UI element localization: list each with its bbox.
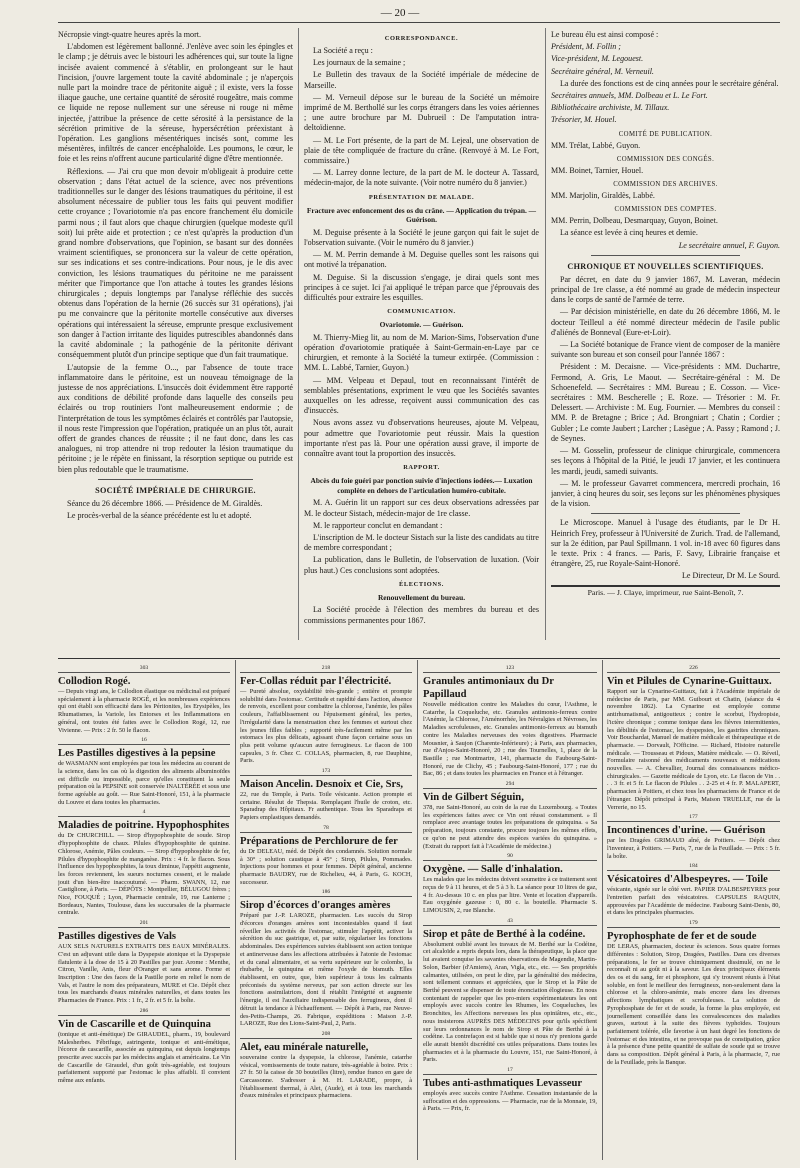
ad-body: souveraine contre la dyspepsie, la chlorose, l'anémie, catarrhe vésical, vomissements de toute nature, très-agréable à boire. Prix : 27 fr. 50 la caisse de 30 bouteilles (litre), rendue franco en gare de Carcassonne. S'adresser à M. H. LARADE, propre, à l'établissement thermal, à Alet, (Aude), et à tous les marchands d'eaux minérales et principaux pharmaciens.: [240, 1053, 412, 1100]
ad-title: Collodion Rogé.: [58, 676, 131, 687]
section-title: COMMUNICATION.: [387, 308, 456, 316]
ad-title: Tubes anti-asthmatiques Levasseur: [423, 1078, 583, 1090]
ads-top-rule: [58, 658, 780, 659]
paragraph: Président, M. Follin ;: [551, 42, 621, 52]
committee-members: MM. Marjolin, Giraldès, Labbé.: [551, 191, 655, 201]
ad-column-divider: [235, 660, 236, 1160]
ad-body: Les malades que les médecins doivent soumettre à ce traitement sont reçus de 9 à 11 heures, et de 5 à 3 h. La séance pour 10 litres de gaz, 4 fr. Au-dessus 10 c. en plus par litre. Vente et location d'appareils. Eau oxygénée gazeuse : 0, 80 c. la bouteille. Pharmacie S. LIMOUSIN, 2, rue Blanche.: [423, 876, 597, 915]
committee-title: COMMISSION DES CONGÉS.: [616, 155, 715, 163]
ad-body: DE LERAS, pharmacien, docteur ès sciences. Sous quatre formes différentes : Solution, Sirop, Dragées, Pastilles. Dans ces diverses préparations, le fer se trouve chimiquement dissimulé, on ne le reconnaît ni au goût ni à la saveur. Les deux principaux éléments des os et du sang, fer et phosphore, qui s'y trouvent réunis à l'état soluble, en font le meilleur des ferrugineux, non-seulement dans la chlorose et la chloro-anémie, mais encore dans les diverses affections lymphatiques et scrofuleuses. La solution de Pyrophosphate de fer et de soude, la forme la plus employée, est journellement conseillée dans les convalescences des maladies graves, surtout à la suite des fièvres typhoïdes. Toujours parfaitement tolérée, elle favorise à un haut degré les fonctions de l'estomac et des intestins, et ne provoque pas de constipation, grâce à la présence d'une petite quantité de sulfate de soude qui se trouve dans sa composition. Dépôt général à Paris, à la pharmacie, 7, rue de la Feuillade, près la Banque.: [607, 943, 780, 1066]
ad-body: — Depuis vingt ans, le Collodion élastique ou médicinal est préparé spécialement à la pharmacie ROGÉ, et les nombreuses expériences qui ont établi son efficacité dans les Péritonites, les Erysipèles, les Rhumatismes, la Variole, les Entorses et les Inflammations en général, ont toutes été faites avec le Collodion Rogé, 12, rue Vivienne. — Prix : 2 fr. 50 le flacon.: [58, 688, 230, 734]
chronique-title: CHRONIQUE ET NOUVELLES SCIENTIFIQUES.: [567, 261, 764, 271]
ad-body: — Pureté absolue, oxydabilité très-grande ; entière et prompte solubilité dans l'estomac. Certitude et rapidité dans l'action, absence de renvois, excellent pour combattre la chlorose, l'anémie, les pâles couleurs, l'affaiblissement ou l'épuisement général, les pertes, l'irrégularité dans la menstruation chez les femmes et surtout chez les jeunes filles faibles ; supporté très-facilement même par les estomacs les plus délicats, agissant d'une façon certaine sous un plus petit volume qu'aucun autre ferrugineux. Le flacon de 100 capsules, 3 fr. Chez C. COLLAS, pharmacien, 8, rue Dauphine, Paris.: [240, 688, 412, 765]
ad-title: Incontinences d'urine. — Guérison: [607, 825, 766, 837]
paragraph: Nécropsie vingt-quatre heures après la mort.: [58, 30, 202, 39]
ad-title: Pastilles digestives de Vals: [58, 931, 177, 943]
ad-number: 294: [423, 780, 597, 789]
section-head: Renouvellement du bureau.: [377, 592, 466, 602]
paragraph: L'inscription de M. le docteur Sistach sur la liste des candidats au titre de membre correspondant ;: [304, 533, 539, 553]
ads-column-3: [423, 662, 597, 1162]
paragraph: — M. Le Fort présente, de la part de M. Lejeal, une observation de plaie de tête compliquée de fracture du crâne. (Renvoyé à M. Le Fort, commissaire.): [304, 135, 539, 166]
ad-number: 208: [240, 1030, 412, 1039]
section-head: Fracture avec enfoncement des os du crâne. — Application du trépan. — Guérison.: [306, 205, 537, 225]
article-column-3: [551, 30, 780, 652]
ad-number: 179: [607, 919, 780, 928]
ad-number: 186: [240, 888, 412, 897]
ad-number: 286: [58, 1007, 230, 1016]
paragraph: Le Bulletin des travaux de la Société impériale de médecine de Marseille.: [304, 70, 539, 90]
paragraph: M. Thierry-Mieg lit, au nom de M. Marion-Sims, l'observation d'une opération d'ovariotomie pratiquée à Saint-Germain-en-Laye par ce chirurgien, et remonte à la Société la tumeur extirpée. (Commission : MM. L. Labbé, Tarnier, Guyon.): [304, 332, 539, 373]
director-line: Le Directeur, Dr M. Le Sourd.: [682, 571, 780, 581]
ad-title: Oxygène. — Salle d'inhalation.: [423, 864, 563, 876]
ads-column-1: [58, 662, 230, 1162]
ad-body: du Dr CHURCHILL. — Sirop d'hypophosphite de soude. Sirop d'hypophosphite de chaux. Pilules d'hypophosphite de quinine. Chlorose, Anémie, Pâles couleurs. — Sirop d'hypophosphite de fer, Pilules d'hypophosphite de manganèse. Prix : 4 fr. le flacon. Sous l'influence des hypophosphites, la toux diminue, l'appétit augmente, les forces reviennent, les sueurs nocturnes cessent, et le malade jouit d'un bien-être inaccoutumé. — Pharm. SWANN, 12, rue Castiglione, à Paris. — DÉPÔTS : Montpellier, BÉLUGOU frères ; Nice, FOUQUÉ ; Lyon, Pharmacie centrale, 19, rue Lanterne ; Bordeaux, Nantes, Toulouse, dans les succursales de la pharmacie centrale.: [58, 832, 230, 917]
ad-number: 123: [423, 664, 597, 673]
section-title: RAPPORT.: [403, 464, 440, 472]
divider: [591, 255, 740, 256]
committee-members: MM. Perrin, Dolbeau, Desmarquay, Guyon, Boinet.: [551, 216, 718, 226]
society-minutes: Le procès-verbal de la séance précédente est lu et adopté.: [67, 510, 252, 520]
ad-title: Maladies de poitrine. Hypophosphites: [58, 820, 230, 832]
section-title: ÉLECTIONS.: [399, 580, 444, 588]
closing-line: La séance est levée à cinq heures et demie.: [560, 228, 698, 238]
ad-number: 17: [423, 1066, 597, 1075]
paragraph: — M. M. Perrin demande à M. Deguise quelles sont les raisons qui ont motivé la trépanation.: [304, 250, 539, 270]
ad-body: Préparé par J.-P. LAROZE, pharmacien. Les succès du Sirop d'écorces d'oranges amères sont incontestables quand il faut réveiller les activités de l'estomac, stimuler l'appétit, activer la sécrétion du suc gastrique, et, par suite, régulariser les fonctions abdominales. Des expériences suivies établissent son action tonique et antinerveuse dans les affections attribuées à l'atonie de l'estomac et du canal alimentaire, et sa vertu supérieure sur le colombo, la rhubarbe, le quinquina et même l'oxyde de bismuth. Elles établissent, en outre, que, bien supérieur à tous les calmants préconisés du système nerveux, par son action directe sur les fonctions assimilatrices, dont il rétablit l'intégrité et augmente l'énergie, il est l'auxiliaire indispensable des ferrugineux, dont il détruit la tendance à l'échauffement. — Dépôt à Paris, rue Neuve-des-Petits-Champs, 26. Fabrique, expéditions : Maison J.-P. LAROZE, Rue des Lions-Saint-Paul, 2, Paris.: [240, 912, 412, 1028]
ad-body: de WASMANN sont employées par tous les médecins au courant de la science, dans les cas où la digestion des aliments albuminoïdes est difficile ou impossible, parce qu'elles constituent la seule préparation où la PEPSINE soit conservée INALTÉRÉE et sous une forme agréable au goût. — Rue Saint-Honoré, 151, à la pharmacie du Louvre et dans toutes les pharmacies.: [58, 760, 230, 806]
paragraph: — M. Gosselin, professeur de clinique chirurgicale, commencera ses leçons à l'hôpital de la Pitié, le jeudi 17 janvier, et les continuera les mardi, jeudi, samedi suivants.: [551, 446, 780, 476]
paragraph: M. Deguise présente à la Société le jeune garçon qui fait le sujet de l'observation suivante. (Voir le numéro du 8 janvier.): [304, 227, 539, 248]
paragraph: — La Société botanique de France vient de composer de la manière suivante son bureau et son conseil pour l'année 1867 :: [551, 340, 780, 360]
paragraph: Bibliothécaire archiviste, M. Tillaux.: [551, 103, 670, 113]
ad-body: Nouvelle médication contre les Maladies du cœur, l'Asthme, le Catarrhe, la Coqueluche, etc. Granules antimonio-ferreux contre l'Anémie, la Chlorose, l'Aménorrhée, les Névralgies et Névroses, les Maladies scrofuleuses, etc. Granules antimonio-ferreux au bismuth contre les Maladies nerveuses des voies digestives. Pharmacie Mousnier, à Saujon (Charente-Inférieure) ; à Paris, aux pharmacies, rue d'Anjou-Saint-Honoré, 20 ; rue des Tournelles, 1, place de la Bastille ; rue Montmartre, 141, pharmacie du Faubourg-Saint-Honoré, rue de Clichy, 45 ; Faubourg-Saint-Honoré, 177 ; rue du Bac, 86 ; et dans toutes les pharmacies en France et à l'étranger.: [423, 701, 597, 778]
committee-title: COMMISSION DES COMPTES.: [614, 206, 717, 214]
ad-title: Vésicatoires d'Albespeyres. — Toile: [607, 874, 768, 886]
committee-members: MM. Boinet, Tarnier, Houel.: [551, 165, 644, 175]
paragraph: La Société procède à l'élection des membres du bureau et des commissions permanentes pour 1867.: [304, 605, 539, 625]
ad-number: 173: [240, 767, 412, 776]
paragraph: Secrétaires annuels, MM. Dolbeau et L. Le Fort.: [551, 91, 708, 101]
ad-body: 378, rue Saint-Honoré, au coin de la rue du Luxembourg. « Toutes les expériences faites avec ce Vin ont réussi constamment. » Il remplace avec avantage toutes les préparations de quinquina. « Sa préparation, toujours constante, procure toujours les mêmes effets, ce qu'on ne peut attendre des espèces variées du quinquina. » (Extrait du rapport fait à l'Académie de médecine.): [423, 804, 597, 850]
section-head: Ovariotomie. — Guérison.: [379, 320, 464, 330]
paragraph: Réflexions. — J'ai cru que mon devoir m'obligeait à produire cette observation ; dans l'état actuel de la science, avec nos préventions traditionnelles sur le danger des lésions traumatiques du péritoine, il est absolument nécessaire de publier tous les faits qui peuvent modifier cette croyance ; l'ovariotomie n'a pas encore franchement élu domicile parmi nous ; il faut alors que chaque chirurgien (quelque modeste qu'il soit) lui prête aide et protection ; ce n'est qu'après la production d'un grand nombre d'observations, que l'opinion, se basant sur des données vraiment scientifiques, se prononcera sur la valeur de cette opération, sur ses indications et ses contre-indications. Pour nous, je le dis avec conviction, les lésions traumatiques du péritoine ne me paraissent mériter que l'importance que l'on attache à toutes les grandes lésions chirurgicales ; depuis longtemps par l'analyse réfléchie des succès obtenus dans l'opération de la hernie (26 succès sur 31 opérations), j'ai pu me convaincre que la péritonite mortelle consécutive aux diverses opérations qui intéressaient la séreuse, emprunte presque exclusivement son danger à l'action irritante des liquides putrescibles abandonnés dans la cavité abdominale ; la pathogénie de la péritonite dérivant conséquemment plutôt d'un principe septique que d'un fait traumatique.: [58, 166, 293, 360]
ad-number: 177: [607, 813, 780, 822]
ad-title: Alet, eau minérale naturelle,: [240, 1041, 369, 1053]
column-divider: [298, 28, 299, 640]
paragraph: Les journaux de la semaine ;: [313, 58, 406, 68]
ad-body: (tonique et anti-émétique) De GIRAUDEL, pharm., 19, boulevard Malesherbes. Fébrifuge, astringente, tonique et anti-émétique, l'écorce de cascarille, associée au quinquina, est depuis longtemps prescrite avec succès par les médecins anglais et américains. Le Vin de Cascarille de Giraudel, d'un goût très-agréable, est toujours parfaitement supporté par l'estomac le plus affaibli. Il convient même aux enfants.: [58, 1030, 230, 1085]
paragraph: La durée des fonctions est de cinq années pour le secrétaire général.: [560, 78, 779, 88]
article-column-2: [304, 30, 539, 652]
ad-body: vésicante, signée sur le côté vert. PAPIER D'ALBESPEYRES pour l'entretien parfait des vésicatoires. CAPSULES RAQUIN, approuvées par l'Académie de médecine. Faubourg Saint-Denis, 80, et dans les principales pharmacies.: [607, 886, 780, 917]
ad-title: Fer-Collas réduit par l'électricité.: [240, 676, 392, 687]
paragraph: L'abdomen est légèrement ballonné. J'enlève avec soin les épingles et le clamp ; je détruis avec le bistouri les adhérences qui, sur toute la ligne incisée avaient commencé à s'établir, en prolongeant sur le haut l'incision, j'ouvre largement toute la cavité abdominale ; je n'aperçois nulle part la moindre trace de péritonite aiguë ; il existe, vers la fosse iliaque gauche, une certaine quantité de sérosité rougeâtre, mais comme ce liquide ne repose nullement sur une séreuse ni rouge ni même injectée, j'attribue la présence de cette sérosité à la persistance de la sécrétion primitive de la séreuse, hypersécrétion préexistant à l'opération. Les ganglions mésentériques incisés sont, comme les mésentères, infiltrés de cancer encéphaloïde. Les poumons, le cœur, le foie et les reins n'offrent aucune particularité digne d'être mentionnée.: [58, 42, 293, 164]
paragraph: La publication, dans le Bulletin, de l'observation de luxation. (Voir plus haut.) Ces conclusions sont adoptées.: [304, 555, 539, 575]
ad-number: 201: [58, 919, 230, 928]
ad-title: Maison Ancelin. Desnoix et Cie, Srs,: [240, 779, 404, 791]
book-notice: Le Microscope. Manuel à l'usage des étudiants, par le Dr H. Heinrich Frey, professeur à l'Université de Zurich. Trad. de l'allemand, sur la 2e édition, par Paul Spillmann. 1 vol. in-18 avec 60 figures dans le texte. Prix : 4 francs. — Paris, F. Savy, Librairie française et étrangère, 25, rue Royale-Saint-Honoré.: [551, 518, 780, 569]
paragraph: Par décret, en date du 9 janvier 1867, M. Laveran, médecin principal de 1re classe, a été nommé au grade de médecin inspecteur dans le corps de santé de l'armée de terre.: [551, 274, 780, 305]
paragraph: L'autopsie de la femme O..., par l'absence de toute trace inflammatoire dans le péritoine, est un nouveau témoignage de la justesse de nos appréciations. L'insuccès doit évidemment être rapporté aux conditions de débilité profonde dans laquelle des conseils peu éclairés ou trop routiniers l'ont malheureusement endormie ; de l'interprétation de tous les symptômes éclairés et contrôlés par l'autopsie, il nous reste l'impression que l'opération, pratiquée un an plus tôt, aurait offert de grandes chances de réussite ; il ne faut donc, dans les cas analogues, ni trop attendre ni trop redouter la lésion traumatique du péritoine ; je le répète en finissant, la résorption septique ou putride est bien plus redoutable que le traumatisme.: [58, 362, 293, 474]
ads-column-2: [240, 662, 412, 1162]
printer-line: Paris. — J. Claye, imprimeur, rue Saint-Benoît, 7.: [587, 587, 744, 597]
ad-number: 4: [58, 808, 230, 817]
ads-column-4: [607, 662, 780, 1162]
divider: [591, 513, 740, 514]
ad-number: 16: [58, 736, 230, 745]
ad-title: Les Pastilles digestives à la pepsine: [58, 748, 216, 760]
ad-body: 22, rue du Temple, à Paris. Toile vésicante. Action prompte et certaine. Résulut de Thepsia. Remplaçant l'huile de croton, etc. Sparadrap des Hôpitaux. Fr authentique. Tous les Sparadraps et Papiers emplastiques demandés.: [240, 791, 412, 822]
committee-title: COMITÉ DE PUBLICATION.: [618, 130, 713, 138]
paragraph: — M. Larrey donne lecture, de la part de M. le docteur A. Tassard, médecin-major, de la note suivante. (Voir notre numéro du 8 janvier.): [304, 168, 539, 188]
ad-title: Vin de Gilbert Séguin,: [423, 792, 524, 804]
ad-title: Pyrophosphate de fer et de soude: [607, 931, 757, 943]
committee-members: MM. Trélat, Labbé, Guyon.: [551, 140, 641, 150]
page-number: — 20 —: [380, 7, 420, 19]
article-column-1: [58, 30, 293, 652]
ad-number: 43: [423, 917, 597, 926]
paragraph: La Société a reçu :: [313, 46, 373, 55]
ad-body: AUX SELS NATURELS EXTRAITS DES EAUX MINÉRALES. C'est un adjuvant utile dans la Dyspepsie atonique et la Dyspepsie flatulente à la dose de 15 à 20 Pastilles par jour. Arome : Menthe, Citron, Vanille, Anis, fleur d'Oranger et sans arome. Forme et Inscription : Une des faces de la Pastille porte en relief le nom de Vals, et l'autre le nom des préparateurs, MURE et Cie. Dépôt chez tous les marchands d'eaux minérales naturelles, et dans toutes les Pharmacies de France. Prix : 1 fr., 2 fr. et 5 fr. la boîte.: [58, 943, 230, 1005]
paragraph: M. A. Guérin lit un rapport sur ces deux observations adressées par M. le docteur Sistach, médecin-major de 1re classe.: [304, 498, 539, 518]
ad-title: Vin de Cascarille et de Quinquina: [58, 1018, 211, 1030]
ad-title: Sirop d'écorces d'oranges amères: [240, 900, 391, 912]
paragraph: Le bureau élu est ainsi composé :: [551, 30, 659, 39]
paragraph: Vice-président, M. Legouest.: [551, 54, 644, 64]
society-session: Séance du 26 décembre 1866. — Présidence de M. Giraldès.: [67, 498, 263, 508]
paragraph: Secrétaire général, M. Verneuil.: [551, 66, 654, 76]
paragraph: Trésorier, M. Houel.: [551, 115, 617, 125]
committee-title: COMMISSION DES ARCHIVES.: [613, 181, 718, 189]
ad-body: employés avec succès contre l'Asthme. Cessation instantanée de la suffocation et des oppressions. — Pharmacie, rue de la Monnaie, 19, à Paris. — Prix, fr.: [423, 1090, 597, 1113]
ad-number: 78: [240, 824, 412, 833]
divider: [98, 479, 253, 480]
section-title: CORRESPONDANCE.: [384, 35, 459, 42]
paragraph: Nous avons assez vu d'observations heureuses, ajoute M. Velpeau, pour admettre que l'ovariotomie peut réussir. Mais la question importante n'est pas là. Pour une opération aussi grave, il importe de connaître avant tout la proportion des insuccès.: [304, 418, 539, 459]
ad-title: Préparations de Perchlorure de fer: [240, 835, 398, 847]
ad-number: 226: [607, 664, 780, 673]
ad-title: Vin et Pilules de Cynarine-Guittaux.: [607, 676, 772, 687]
ad-number: 90: [423, 852, 597, 861]
ad-body: du Dr DELEAU, méd. de Dépôt des condamnés. Solution normale à 30° ; solution caustique à 45° ; Sirop, Pilules, Pommades. Injections pour hommes et pour femmes. Dépôt général, ancienne pharmacie BAUDRY, rue de Richelieu, 44, à Paris, G. KOCH, successeur.: [240, 847, 412, 886]
top-rule: [58, 22, 780, 23]
column-divider: [545, 28, 546, 640]
ad-number: 303: [58, 664, 230, 673]
paragraph: — M. le professeur Gavarret commencera, mercredi prochain, 16 janvier, à cinq heures du soir, ses leçons sur les phénomènes physiques de la vision.: [551, 478, 780, 509]
section-head: Abcès du foie guéri par ponction suivie d'injections iodées.— Luxation complète en dehors de l'articulation huméro-cubitale.: [310, 476, 533, 495]
signature: Le secrétaire annuel, F. Guyon.: [678, 240, 780, 250]
paragraph: M. le rapporteur conclut en demandant :: [313, 520, 443, 530]
ad-number: 184: [607, 862, 780, 871]
ad-title: Granules antimoniaux du Dr Papillaud: [423, 676, 554, 700]
ad-body: Absolument oublié avant les travaux de M. Berthé sur la Codéine, cet alcaloïde a repris depuis lors, dans la thérapeutique, la place que lui avaient conquise les savantes observations de Magendie, Martin-Solon, Barbier (d'Amiens), Aran, Vigla, etc., etc. — Ses propriétés calmantes, utilisées, on peut le dire, par la généralité des médecins, sont tellement connues et appréciées, que le Sirop et la Pâte de Berthé peuvent se dispenser de toute énonciation élogieuse. En nous contentant de rappeler que les pro-miers expérimentateurs les ont employés avec succès contre les Rhumes, les Coqueluches, les Bronchites, les Affections nerveuses les plus opiniâtres, etc., etc., nous insisterons AUPRÈS DES MÉDECINS pour qu'ils spécifient sur leurs ordonnances le nom de Sirop et Pâte de Berthé à la codéine. La contrefaçon est si habile que si nous n'y prenions garde elle aurait bientôt discrédité ces utiles préparations. Dans toutes les pharmacies et à la pharmacie du Louvre, 151, rue Saint-Honoré, à Paris.: [423, 940, 597, 1064]
paragraph: Président : M. Decaisne. — Vice-présidents : MM. Duchartre, Fermond, A. Gris, Le Maout. — Secrétaire-général : M. De Schoenefeld. — Secrétaires : MM. Bureau ; E. Cosson. — Vice-secrétaires : MM. Bescherelle ; E. Roze. — Trésorier : M. Fr. Delessert. — Archiviste : M. Eug. Fournier. — Membres du conseil : MM. P. de Bretagne ; Brice ; Ad. Brongniart ; Chatin ; Cordier ; Gubler ; Le comte Jaubert ; Larcher ; Lasègue ; A. Passy ; Ramond ; J. de Seynes.: [551, 362, 780, 443]
paragraph: M. Deguise. Si la discussion s'engage, je dirai quels sont mes principes à ce sujet. Ici j'ai appliqué le trépan parce que j'éprouvais des difficultés pour extraire les esquilles.: [304, 272, 539, 303]
ad-body: par les Dragées GRIMAUD aîné, de Poitiers. — Dépôt chez l'inventeur, à Poitiers. — Paris, 7, rue de la Feuillade. — Prix : 5 fr. la boîte.: [607, 837, 780, 860]
section-title: PRÉSENTATION DE MALADE.: [368, 193, 475, 201]
ad-column-divider: [417, 660, 418, 1160]
ad-number: 218: [240, 664, 412, 673]
ad-title: Sirop et pâte de Berthé à la codéine.: [423, 928, 586, 940]
paragraph: — M. Verneuil dépose sur le bureau de la Société un mémoire imprimé de M. Berthollé sur les corps étrangers dans les voies aériennes ; une autre brochure par M. Dubrueil : De l'amputation intra-deltoïdienne.: [304, 92, 539, 133]
paragraph: — Par décision ministérielle, en date du 26 décembre 1866, M. le docteur Teilleul a été nommé directeur médecin de l'asile public d'aliénés de Bonneval (Eure-et-Loir).: [551, 307, 780, 337]
paragraph: — MM. Velpeau et Depaul, tout en reconnaissant l'intérêt de semblables présentations, expriment le vœu que les Sociétés savantes auxquelles on les adresse, reçoivent aussi communication des cas d'insuccès.: [304, 375, 539, 416]
ad-column-divider: [602, 660, 603, 1160]
ad-body: Rapport sur la Cynarine-Guittaux, fait à l'Académie impériale de médecine de Paris, par MM. Guibourt et Chatin, (séance du 4 novembre 1862). La Cynarine est employée comme antirhumatismal, antigoutteux ; contre le scorbut, l'hydropisie, l'ictère chronique ; comme tonique dans les fièvres intermittentes, les débilités de l'estomac, les dyspepsies, les gastrites chroniques. Voir Bouchardat, Manuel de matière médicale et thérapeutique et de pharmacie. — Dorvault, l'Officine. — Richard, Histoire naturelle médicale. — Trousseau et Pidoux, Matière médicale. — O. Réveil, Formulaire raisonné des médicaments nouveaux et médications nouvelles. — A. Chevallier, Journal des connaissances médico-chirurgicales. — Gazette médicale de Lyon, etc. Le flacon de Vin . . . . 3 fr. et 5 fr. Le flacon de Pilules . . 2-25 et 4 fr. P. MALAPERT, pharmacien à Poitiers, et chez tous les pharmaciens de France et de l'étranger. Dépôt principal à Paris, Maison TRUELLE, rue de la Verrerie, no 15.: [607, 688, 780, 811]
double-rule: [551, 585, 780, 587]
society-title: SOCIÉTÉ IMPÉRIALE DE CHIRURGIE.: [95, 485, 256, 495]
